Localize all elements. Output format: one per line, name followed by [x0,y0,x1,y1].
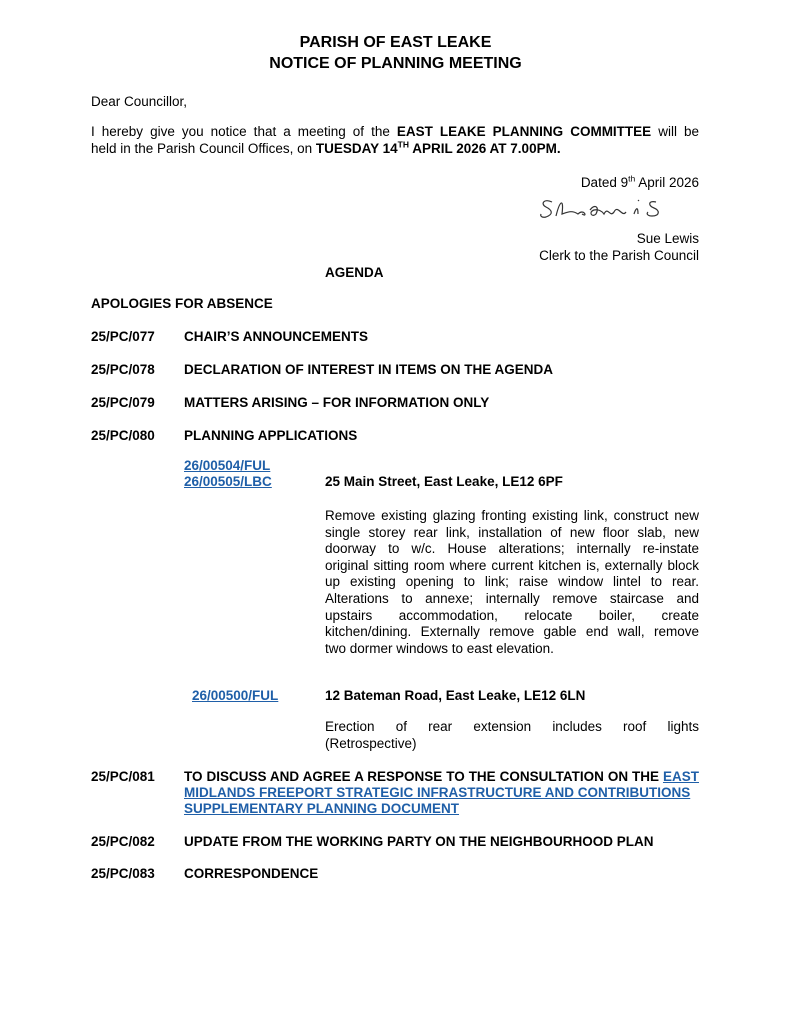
item-ref: 25/PC/078 [91,362,155,377]
clerk-role: Clerk to the Parish Council [539,248,699,263]
committee-name: EAST LEAKE PLANNING COMMITTEE [396,124,652,139]
item-title: UPDATE FROM THE WORKING PARTY ON THE NEIGHBOURHOOD PLAN [184,834,654,849]
clerk-name: Sue Lewis [636,231,699,246]
item-ref: 25/PC/080 [91,428,155,443]
application-link[interactable]: 26/00504/FUL [184,458,271,473]
item-ref: 25/PC/083 [91,866,155,881]
item-title: CORRESPONDENCE [184,866,319,881]
item-ref: 25/PC/079 [91,395,155,410]
item-ref: 25/PC/081 [91,769,155,784]
dated-line: Dated 9th April 2026 [580,173,699,190]
item-ref: 25/PC/082 [91,834,155,849]
item-title: DECLARATION OF INTEREST IN ITEMS ON THE AGENDA [184,362,554,377]
notice-line-2: held in the Parish Council Offices, on TUESDAY 14TH APRIL 2026 AT 7.00PM. [91,139,561,156]
application-description: Remove existing glazing fronting existing link, construct new single storey rear link, installation of new floor slab, new doorway to w/c. House alterations; internally re-instate original sitting room where current kitchen is, externally block up existing opening to link; raise window lintel to rear. Alterations to annexe; internally remove staircase and upstairs accommodation, relocate boiler, create kitchen/dining. Externally remove gable end wall, remove two dormer windows to east elevation. [325,508,699,656]
notice-line-1: I hereby give you notice that a meeting of the EAST LEAKE PLANNING COMMITTEE will be [91,124,699,139]
agenda-heading: AGENDA [325,265,384,280]
application-description: Erection of rear extension includes roof lights (Retrospective) [325,719,699,751]
application-address: 12 Bateman Road, East Leake, LE12 6LN [325,688,586,703]
meeting-date: TUESDAY 14TH APRIL 2026 AT 7.00PM. [315,139,561,156]
consultation-link[interactable]: SUPPLEMENTARY PLANNING DOCUMENT [184,801,460,816]
consultation-link[interactable]: MIDLANDS FREEPORT STRATEGIC INFRASTRUCTURE AND CONTRIBUTIONS [184,785,691,800]
application-link[interactable]: 26/00505/LBC [184,474,272,489]
application-link[interactable]: 26/00500/FUL [192,688,279,703]
item-title: PLANNING APPLICATIONS [184,428,358,443]
apologies-heading: APOLOGIES FOR ABSENCE [91,296,273,311]
item-title: TO DISCUSS AND AGREE A RESPONSE TO THE CONSULTATION ON THE EAST [184,769,699,784]
parish-title: PARISH OF EAST LEAKE [299,34,492,51]
application-address: 25 Main Street, East Leake, LE12 6PF [325,474,563,489]
salutation: Dear Councillor, [91,94,188,109]
item-title: CHAIR’S ANNOUNCEMENTS [184,329,369,344]
consultation-link[interactable]: EAST [662,769,699,784]
item-ref: 25/PC/077 [91,329,155,344]
signature-image [538,192,698,224]
item-title: MATTERS ARISING – FOR INFORMATION ONLY [184,395,490,410]
notice-title: NOTICE OF PLANNING MEETING [269,55,522,72]
